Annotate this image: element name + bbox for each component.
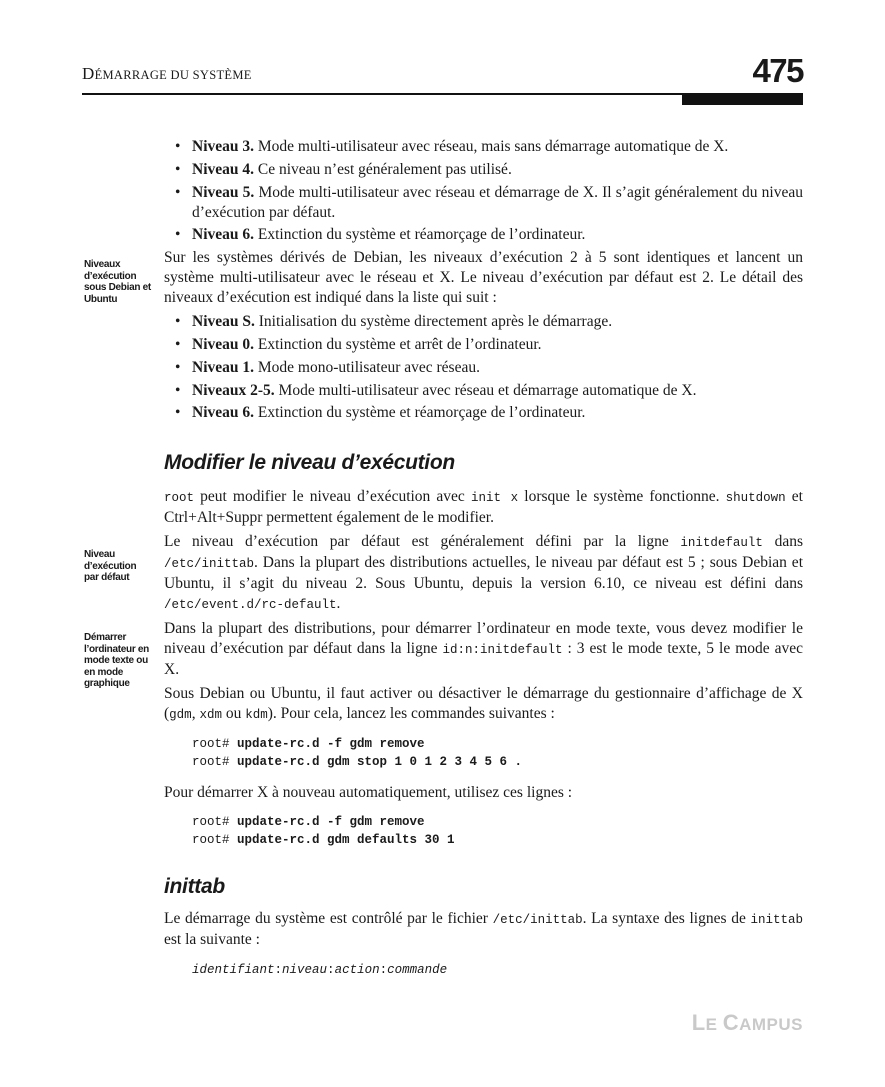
- list-item-text: Mode mono-utilisateur avec réseau.: [254, 358, 480, 376]
- paragraph-modify-level: root peut modifier le niveau d’exécution avec init x lorsque le système fonctionne. shutdown et Ctrl+Alt+Suppr permettent également de le modifier.: [164, 488, 803, 527]
- inline-code: id:n:initdefault: [442, 643, 563, 658]
- inline-code: initdefault: [680, 536, 763, 551]
- margin-note-line: l’ordinateur en: [84, 643, 149, 655]
- syntax-field: commande: [387, 963, 448, 978]
- running-header: [82, 64, 252, 84]
- margin-note-line: sous Debian et: [84, 282, 151, 293]
- margin-note-text-mode: [84, 632, 160, 690]
- list-item-text: Ce niveau n’est généralement pas utilisé.: [254, 160, 512, 178]
- publisher-logo: LE CAMPUS: [691, 1010, 803, 1035]
- list-item-text: Mode multi-utilisateur avec réseau, mais sans démarrage automatique de X.: [254, 138, 729, 155]
- list-item-label: Niveau 0.: [192, 335, 254, 353]
- margin-note-line: mode texte ou: [84, 655, 148, 666]
- code-block-enable-gdm: [164, 813, 803, 849]
- margin-note-line: Niveau: [84, 549, 115, 560]
- running-header-rest: ÉMARRAGE DU SYSTÈME: [94, 68, 252, 82]
- paragraph-debian: Sur les systèmes dérivés de Debian, les niveaux d’exécution 2 à 5 sont identiques et lancent un système multi-utilisateur avec le réseau et X. Le niveau d’exécution par défaut est 2. Le détail des niveaux d’exécution est indiqué dans la liste qui suit :: [164, 249, 803, 307]
- code-command: update-rc.d -f gdm remove: [237, 737, 425, 752]
- list-item-text: Mode multi-utilisateur avec réseau et démarrage de X. Il s’agit généralement du niveau d’exécution par défaut.: [192, 183, 803, 221]
- paragraph-inittab: Le démarrage du système est contrôlé par le fichier /etc/inittab. La syntaxe des lignes de inittab est la suivante :: [164, 910, 803, 949]
- list-item: [164, 225, 803, 245]
- list-item: [164, 137, 803, 157]
- margin-note-line: Démarrer: [84, 632, 127, 643]
- list-item-label: Niveau 4.: [192, 160, 254, 178]
- list-item-label: Niveau 6.: [192, 226, 254, 244]
- syntax-field: identifiant: [192, 963, 275, 978]
- inline-code: init x: [470, 491, 519, 506]
- code-prompt: root#: [192, 737, 238, 752]
- list-item-label: Niveau 1.: [192, 358, 254, 376]
- list-item-label: Niveau 5.: [192, 183, 255, 201]
- code-prompt: root#: [192, 833, 238, 848]
- list-item: [164, 312, 803, 332]
- list-item-label: Niveau 6.: [192, 404, 254, 422]
- inline-code: gdm: [169, 708, 192, 723]
- code-prompt: root#: [192, 755, 238, 770]
- debian-run-levels-list: [164, 312, 803, 423]
- header-bar: [682, 95, 803, 105]
- inline-code: xdm: [199, 708, 222, 723]
- list-item: [164, 358, 803, 378]
- list-item: [164, 335, 803, 355]
- list-item-label: Niveau S.: [192, 313, 255, 331]
- list-item-label: Niveau 3.: [192, 138, 254, 155]
- list-item: [164, 381, 803, 401]
- inline-code: /etc/inittab: [164, 557, 255, 572]
- code-prompt: root#: [192, 815, 238, 830]
- syntax-field: action: [334, 963, 380, 978]
- list-item: [164, 183, 803, 223]
- list-item-text: Extinction du système et réamorçage de l’ordinateur.: [254, 226, 586, 244]
- list-item-text: Extinction du système et arrêt de l’ordinateur.: [254, 335, 542, 353]
- code-block-disable-gdm: [164, 735, 803, 771]
- margin-note-default-level: [84, 549, 160, 584]
- inline-code: kdm: [245, 708, 268, 723]
- inline-code: root: [164, 491, 195, 506]
- run-levels-list: [164, 137, 803, 245]
- paragraph-text-mode: Dans la plupart des distributions, pour démarrer l’ordinateur en mode texte, vous devez modifier le niveau d’exécution par défaut dans la ligne id:n:initdefault : 3 est le mode texte, 5 le mode avec X.: [164, 620, 804, 679]
- margin-note-line: graphique: [84, 678, 130, 689]
- inline-code: inittab: [750, 913, 803, 928]
- margin-note-line: en mode: [84, 666, 124, 678]
- list-item-text: Initialisation du système directement après le démarrage.: [254, 313, 613, 331]
- section-heading: Modifier le niveau d’exécution: [164, 451, 455, 475]
- list-item: [164, 403, 803, 423]
- inline-code: shutdown: [725, 491, 786, 506]
- margin-note-line: d’exécution: [84, 560, 137, 572]
- syntax-field: niveau: [282, 963, 328, 978]
- section-heading: inittab: [164, 875, 225, 899]
- margin-note-line: Niveaux: [84, 259, 121, 270]
- margin-note-line: par défaut: [84, 572, 130, 583]
- margin-note-line: Ubuntu: [84, 293, 118, 305]
- list-item-label: Niveaux 2-5.: [192, 381, 275, 399]
- margin-note-debian-levels: [84, 259, 160, 305]
- paragraph-restart-x: Pour démarrer X à nouveau automatiquement, utilisez ces lignes :: [164, 784, 573, 802]
- running-header-initial: D: [82, 64, 95, 83]
- page-number: 475: [752, 52, 803, 89]
- inittab-syntax: identifiant:niveau:action:commande: [192, 963, 448, 978]
- inline-code: /etc/event.d/rc-default: [164, 598, 337, 613]
- inline-code: /etc/inittab: [492, 913, 583, 928]
- list-item: [164, 160, 803, 180]
- margin-note-line: d’exécution: [84, 270, 137, 282]
- paragraph-default-level: Le niveau d’exécution par défaut est généralement défini par la ligne initdefault dans /etc/inittab. Dans la plupart des distributions actuelles, le niveau par défaut est 5 ; sous Debian et Ubuntu, il s’agit du niveau 2. Sous Ubuntu, depuis la version 6.10, ce niveau est défini dans /etc/event.d/rc-default.: [164, 533, 803, 613]
- paragraph-display-manager: Sous Debian ou Ubuntu, il faut activer ou désactiver le démarrage du gestionnaire d’affichage de X (gdm, xdm ou kdm). Pour cela, lancez les commandes suivantes :: [164, 685, 803, 723]
- code-command: update-rc.d -f gdm remove: [237, 815, 425, 830]
- list-item-text: Mode multi-utilisateur avec réseau et démarrage automatique de X.: [274, 381, 697, 399]
- code-command: update-rc.d gdm defaults 30 1: [237, 833, 455, 848]
- code-command: update-rc.d gdm stop 1 0 1 2 3 4 5 6 .: [237, 755, 523, 770]
- page-body: [164, 137, 803, 980]
- list-item-text: Extinction du système et réamorçage de l’ordinateur.: [254, 404, 586, 422]
